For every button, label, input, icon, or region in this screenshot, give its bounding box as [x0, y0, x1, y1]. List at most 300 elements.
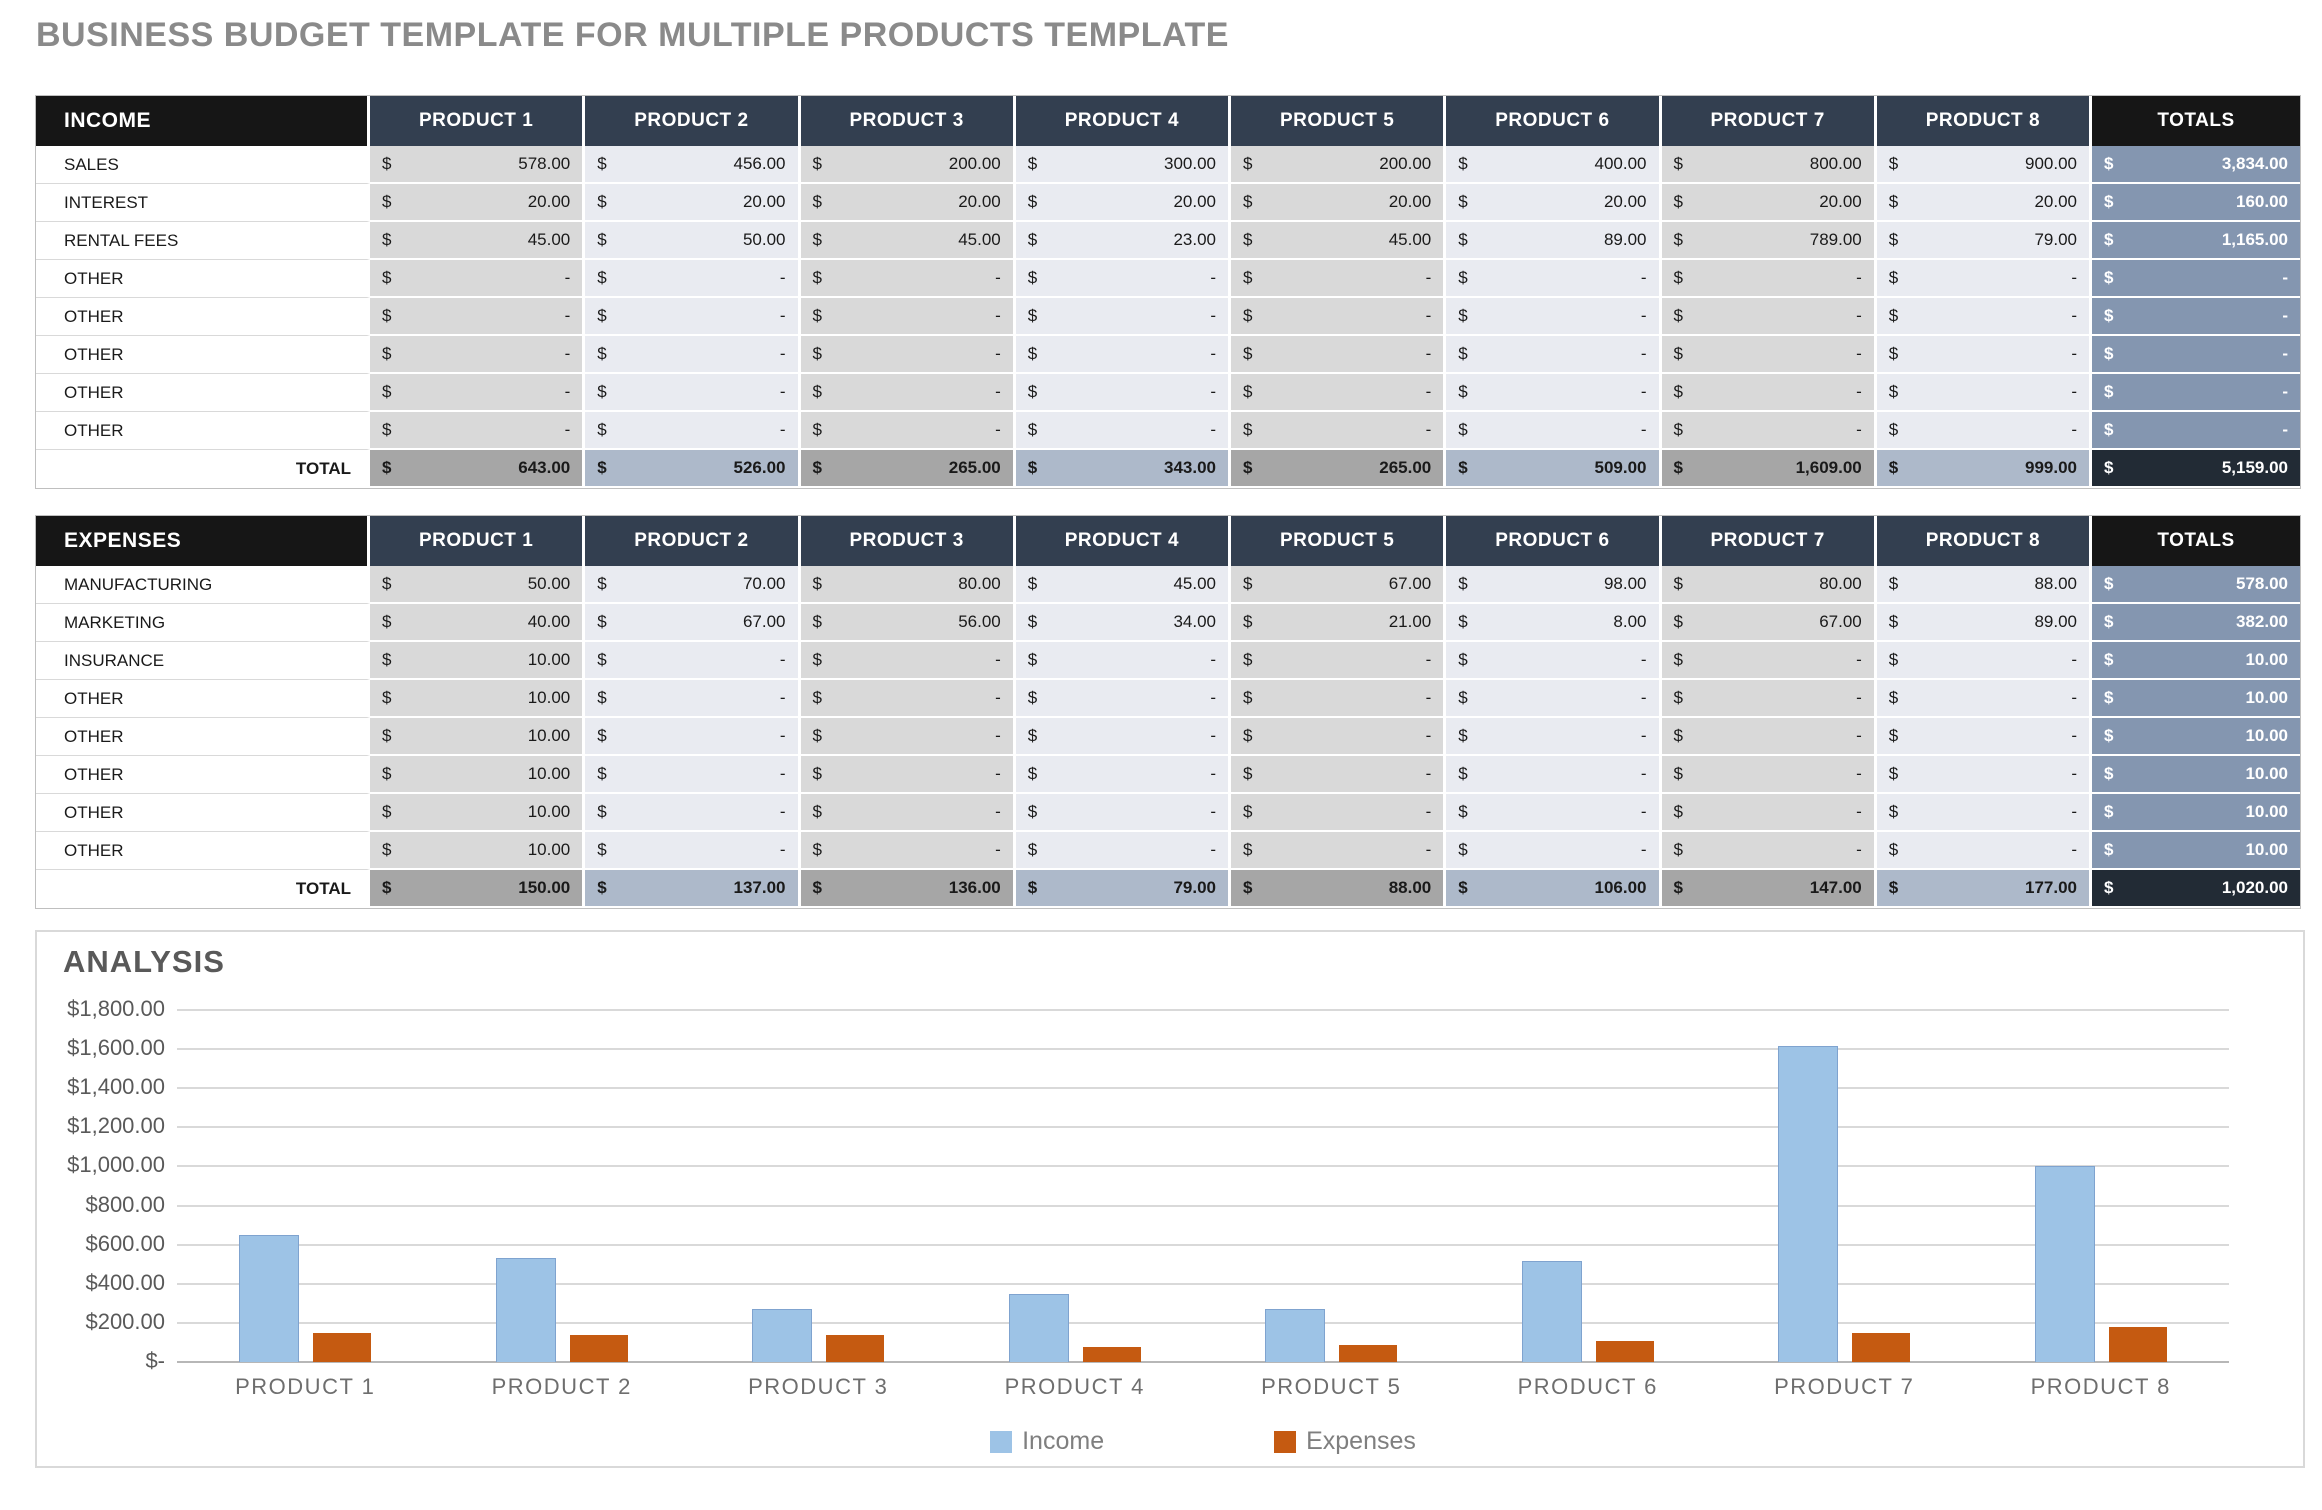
income-row-label-rental-fees-2[interactable]: RENTAL FEES	[36, 222, 370, 260]
expenses-cell-r5-c4[interactable]	[1231, 756, 1446, 794]
expenses-cell-r4-c1[interactable]	[585, 718, 800, 756]
expenses-cell-r3-c7[interactable]	[1877, 680, 2092, 718]
income-column-header-product-8[interactable]: PRODUCT 8	[1877, 96, 2092, 146]
expenses-cell-r1-c0[interactable]	[370, 604, 585, 642]
income-cell-r5-c5[interactable]	[1446, 336, 1661, 374]
cell-value: -	[779, 764, 786, 783]
income-cell-r1-c4[interactable]	[1231, 184, 1446, 222]
expenses-cell-r1-c6[interactable]	[1662, 604, 1877, 642]
cell-value: -	[2071, 382, 2077, 401]
currency-symbol: $	[1243, 344, 1253, 363]
income-cell-r4-c6[interactable]	[1662, 298, 1877, 336]
income-row-label-interest-1[interactable]: INTEREST	[36, 184, 370, 222]
income-column-header-totals[interactable]: TOTALS	[2092, 96, 2300, 146]
expenses-cell-r4-c6[interactable]	[1662, 718, 1877, 756]
money-cell	[370, 726, 582, 746]
income-column-header-product-4[interactable]: PRODUCT 4	[1016, 96, 1231, 146]
income-cell-r0-c7[interactable]	[1877, 146, 2092, 184]
cell-value: -	[1640, 268, 1647, 287]
income-cell-r0-c5[interactable]	[1446, 146, 1661, 184]
expenses-cell-r3-c0[interactable]	[370, 680, 585, 718]
income-cell-r2-c5[interactable]	[1446, 222, 1661, 260]
expenses-cell-r2-c6[interactable]	[1662, 642, 1877, 680]
bar-group-product-2	[434, 1010, 691, 1362]
currency-symbol: $	[1888, 268, 1899, 287]
income-cell-r7-c7[interactable]	[1877, 412, 2092, 450]
money-cell	[1231, 840, 1443, 860]
expenses-cell-r1-total[interactable]	[2092, 604, 2300, 642]
income-cell-r6-c1[interactable]	[585, 374, 800, 412]
expenses-cell-r5-c5[interactable]	[1446, 756, 1661, 794]
cell-value: 160.00	[2236, 192, 2288, 211]
expenses-cell-r5-total[interactable]	[2092, 756, 2300, 794]
income-grand-total[interactable]	[2092, 450, 2300, 488]
expenses-total-label[interactable]: TOTAL	[36, 870, 370, 908]
expenses-cell-r4-total[interactable]	[2092, 718, 2300, 756]
expenses-cell-r5-c7[interactable]	[1877, 756, 2092, 794]
currency-symbol: $	[2104, 382, 2114, 401]
cell-value: 80.00	[1819, 574, 1862, 593]
income-cell-r3-c5[interactable]	[1446, 260, 1661, 298]
income-row-label-other-7[interactable]: OTHER	[36, 412, 370, 450]
income-cell-r4-c3[interactable]	[1016, 298, 1231, 336]
income-total-c6[interactable]	[1662, 450, 1877, 488]
income-column-header-product-2[interactable]: PRODUCT 2	[585, 96, 800, 146]
expenses-total-c1[interactable]	[585, 870, 800, 908]
income-cell-r2-c4[interactable]	[1231, 222, 1446, 260]
cell-value: 343.00	[1164, 458, 1216, 477]
expenses-total-c7[interactable]	[1877, 870, 2092, 908]
cell-value: -	[1425, 840, 1432, 859]
currency-symbol: $	[1888, 764, 1899, 783]
cell-value: 1,165.00	[2221, 230, 2288, 249]
expenses-cell-r0-c1[interactable]	[585, 566, 800, 604]
expenses-cell-r5-c1[interactable]	[585, 756, 800, 794]
currency-symbol: $	[1243, 840, 1253, 859]
expenses-cell-r3-c1[interactable]	[585, 680, 800, 718]
expenses-cell-r6-c4[interactable]	[1231, 794, 1446, 832]
income-cell-r0-c4[interactable]	[1231, 146, 1446, 184]
income-cell-r7-c0[interactable]	[370, 412, 585, 450]
money-cell	[585, 306, 797, 326]
money-cell	[1662, 840, 1874, 860]
income-cell-r5-c2[interactable]	[801, 336, 1016, 374]
currency-symbol: $	[1027, 382, 1038, 401]
expenses-cell-r7-c4[interactable]	[1231, 832, 1446, 870]
income-total-c3[interactable]	[1016, 450, 1231, 488]
income-cell-r4-c7[interactable]	[1877, 298, 2092, 336]
income-cell-r1-c7[interactable]	[1877, 184, 2092, 222]
money-cell	[1446, 802, 1658, 822]
income-cell-r4-c1[interactable]	[585, 298, 800, 336]
income-cell-r3-c7[interactable]	[1877, 260, 2092, 298]
cell-value: 79.00	[1173, 878, 1216, 897]
expenses-column-header-product-2[interactable]: PRODUCT 2	[585, 516, 800, 566]
expenses-cell-r7-c0[interactable]	[370, 832, 585, 870]
expenses-cell-r1-c7[interactable]	[1877, 604, 2092, 642]
income-cell-r4-c5[interactable]	[1446, 298, 1661, 336]
income-cell-r2-c1[interactable]	[585, 222, 800, 260]
income-cell-r6-c5[interactable]	[1446, 374, 1661, 412]
currency-symbol: $	[1458, 420, 1468, 439]
income-cell-r2-c0[interactable]	[370, 222, 585, 260]
currency-symbol: $	[2104, 458, 2114, 477]
income-cell-r7-c1[interactable]	[585, 412, 800, 450]
expenses-cell-r2-c4[interactable]	[1231, 642, 1446, 680]
income-cell-r0-c3[interactable]	[1016, 146, 1231, 184]
cell-value: -	[995, 688, 1001, 707]
cell-value: 265.00	[1379, 458, 1432, 477]
expenses-cell-r6-c5[interactable]	[1446, 794, 1661, 832]
currency-symbol: $	[1888, 650, 1899, 669]
money-cell	[801, 230, 1013, 250]
income-row-label-other-5[interactable]: OTHER	[36, 336, 370, 374]
expenses-cell-r7-c5[interactable]	[1446, 832, 1661, 870]
expenses-cell-r0-c6[interactable]	[1662, 566, 1877, 604]
currency-symbol: $	[1243, 192, 1253, 211]
income-total-c5[interactable]	[1446, 450, 1661, 488]
expenses-cell-r0-c5[interactable]	[1446, 566, 1661, 604]
money-cell	[1662, 458, 1874, 478]
money-cell	[801, 344, 1013, 364]
cell-value: -	[1856, 344, 1862, 363]
money-cell	[370, 650, 582, 670]
money-cell	[801, 878, 1013, 898]
currency-symbol: $	[1243, 420, 1253, 439]
expenses-cell-r6-total[interactable]	[2092, 794, 2300, 832]
income-cell-r4-c0[interactable]	[370, 298, 585, 336]
expenses-cell-r1-c3[interactable]	[1016, 604, 1231, 642]
income-row-label-other-3[interactable]: OTHER	[36, 260, 370, 298]
cell-value: -	[2071, 344, 2077, 363]
expenses-section-header[interactable]: EXPENSES	[36, 516, 370, 566]
currency-symbol: $	[1673, 650, 1683, 669]
cell-value: -	[1425, 382, 1432, 401]
money-cell	[1016, 612, 1228, 632]
expenses-grand-total[interactable]	[2092, 870, 2300, 908]
expenses-cell-r4-c3[interactable]	[1016, 718, 1231, 756]
income-cell-r3-c0[interactable]	[370, 260, 585, 298]
expenses-row-label-other-7[interactable]: OTHER	[36, 832, 370, 870]
income-cell-r6-total[interactable]	[2092, 374, 2300, 412]
expenses-cell-r4-c2[interactable]	[801, 718, 1016, 756]
expenses-total-c3[interactable]	[1016, 870, 1231, 908]
money-cell	[1662, 574, 1874, 594]
income-cell-r1-total[interactable]	[2092, 184, 2300, 222]
income-cell-r7-c3[interactable]	[1016, 412, 1231, 450]
cell-value: 578.00	[518, 154, 571, 173]
expenses-column-header-product-6[interactable]: PRODUCT 6	[1446, 516, 1661, 566]
currency-symbol: $	[382, 192, 392, 211]
currency-symbol: $	[597, 878, 607, 897]
income-total-c4[interactable]	[1231, 450, 1446, 488]
cell-value: -	[1856, 650, 1862, 669]
cell-value: 70.00	[742, 574, 786, 593]
expenses-row-label-other-4[interactable]: OTHER	[36, 718, 370, 756]
money-cell	[370, 420, 582, 440]
expenses-cell-r3-c2[interactable]	[801, 680, 1016, 718]
income-cell-r2-total[interactable]	[2092, 222, 2300, 260]
income-cell-r1-c0[interactable]	[370, 184, 585, 222]
currency-symbol: $	[812, 230, 822, 249]
expenses-cell-r0-total[interactable]	[2092, 566, 2300, 604]
expenses-cell-r5-c2[interactable]	[801, 756, 1016, 794]
expenses-cell-r1-c5[interactable]	[1446, 604, 1661, 642]
currency-symbol: $	[2104, 268, 2114, 287]
expenses-cell-r2-total[interactable]	[2092, 642, 2300, 680]
expenses-total-c6[interactable]	[1662, 870, 1877, 908]
income-cell-r0-c6[interactable]	[1662, 146, 1877, 184]
expenses-cell-r6-c1[interactable]	[585, 794, 800, 832]
income-row-label-other-4[interactable]: OTHER	[36, 298, 370, 336]
currency-symbol: $	[1673, 840, 1683, 859]
currency-symbol: $	[597, 192, 607, 211]
currency-symbol: $	[1673, 764, 1683, 783]
cell-value: 10.00	[527, 650, 571, 669]
income-cell-r3-c1[interactable]	[585, 260, 800, 298]
expenses-column-header-product-4[interactable]: PRODUCT 4	[1016, 516, 1231, 566]
income-cell-r6-c3[interactable]	[1016, 374, 1231, 412]
y-tick-label: $400.00	[85, 1269, 165, 1295]
income-cell-r4-c4[interactable]	[1231, 298, 1446, 336]
expenses-column-header-totals[interactable]: TOTALS	[2092, 516, 2300, 566]
expenses-total-c4[interactable]	[1231, 870, 1446, 908]
expenses-cell-r5-c6[interactable]	[1662, 756, 1877, 794]
table-row	[36, 794, 2300, 832]
expenses-row-label-other-3[interactable]: OTHER	[36, 680, 370, 718]
expenses-cell-r7-c1[interactable]	[585, 832, 800, 870]
income-column-header-product-6[interactable]: PRODUCT 6	[1446, 96, 1661, 146]
money-cell	[801, 306, 1013, 326]
income-cell-r6-c7[interactable]	[1877, 374, 2092, 412]
money-cell	[1662, 612, 1874, 632]
expenses-cell-r4-c4[interactable]	[1231, 718, 1446, 756]
cell-value: -	[1425, 420, 1432, 439]
income-cell-r1-c6[interactable]	[1662, 184, 1877, 222]
currency-symbol: $	[1458, 764, 1468, 783]
income-total-c2[interactable]	[801, 450, 1016, 488]
money-cell	[585, 458, 797, 478]
income-cell-r0-c1[interactable]	[585, 146, 800, 184]
currency-symbol: $	[2104, 154, 2114, 173]
currency-symbol: $	[1243, 458, 1253, 477]
income-cell-r3-c3[interactable]	[1016, 260, 1231, 298]
income-table	[35, 95, 2301, 489]
expenses-cell-r7-c7[interactable]	[1877, 832, 2092, 870]
income-column-header-product-1[interactable]: PRODUCT 1	[370, 96, 585, 146]
expenses-cell-r4-c5[interactable]	[1446, 718, 1661, 756]
expenses-cell-r2-c3[interactable]	[1016, 642, 1231, 680]
cell-value: -	[779, 688, 786, 707]
income-column-header-product-5[interactable]: PRODUCT 5	[1231, 96, 1446, 146]
expenses-cell-r3-c4[interactable]	[1231, 680, 1446, 718]
expenses-cell-r5-c0[interactable]	[370, 756, 585, 794]
currency-symbol: $	[2104, 306, 2114, 325]
income-cell-r7-c6[interactable]	[1662, 412, 1877, 450]
expenses-cell-r6-c3[interactable]	[1016, 794, 1231, 832]
income-cell-r7-c4[interactable]	[1231, 412, 1446, 450]
money-cell	[1016, 382, 1228, 402]
income-cell-r1-c1[interactable]	[585, 184, 800, 222]
income-cell-r5-c4[interactable]	[1231, 336, 1446, 374]
income-total-label[interactable]: TOTAL	[36, 450, 370, 488]
currency-symbol: $	[1458, 382, 1468, 401]
expenses-cell-r6-c6[interactable]	[1662, 794, 1877, 832]
expenses-cell-r1-c2[interactable]	[801, 604, 1016, 642]
income-total-c7[interactable]	[1877, 450, 2092, 488]
expenses-column-header-product-3[interactable]: PRODUCT 3	[801, 516, 1016, 566]
expenses-cell-r3-c5[interactable]	[1446, 680, 1661, 718]
expenses-column-header-product-5[interactable]: PRODUCT 5	[1231, 516, 1446, 566]
income-cell-r4-c2[interactable]	[801, 298, 1016, 336]
income-row-label-sales-0[interactable]: SALES	[36, 146, 370, 184]
income-cell-r2-c2[interactable]	[801, 222, 1016, 260]
cell-value: -	[995, 268, 1001, 287]
expenses-cell-r1-c1[interactable]	[585, 604, 800, 642]
income-cell-r0-total[interactable]	[2092, 146, 2300, 184]
expenses-cell-r2-c7[interactable]	[1877, 642, 2092, 680]
money-cell	[1446, 612, 1658, 632]
expenses-cell-r2-c2[interactable]	[801, 642, 1016, 680]
expenses-cell-r0-c0[interactable]	[370, 566, 585, 604]
expenses-row-label-insurance-2[interactable]: INSURANCE	[36, 642, 370, 680]
income-total-c1[interactable]	[585, 450, 800, 488]
currency-symbol: $	[2104, 612, 2114, 631]
currency-symbol: $	[1243, 878, 1253, 897]
expenses-cell-r2-c0[interactable]	[370, 642, 585, 680]
expenses-cell-r1-c4[interactable]	[1231, 604, 1446, 642]
income-section-header[interactable]: INCOME	[36, 96, 370, 146]
table-row	[36, 566, 2300, 604]
income-cell-r3-c4[interactable]	[1231, 260, 1446, 298]
currency-symbol: $	[382, 840, 392, 859]
income-cell-r2-c3[interactable]	[1016, 222, 1231, 260]
money-cell	[1662, 878, 1874, 898]
currency-symbol: $	[1458, 458, 1468, 477]
expenses-column-header-product-7[interactable]: PRODUCT 7	[1662, 516, 1877, 566]
income-cell-r5-c0[interactable]	[370, 336, 585, 374]
expenses-cell-r5-c3[interactable]	[1016, 756, 1231, 794]
income-cell-r3-c2[interactable]	[801, 260, 1016, 298]
expenses-row-label-other-5[interactable]: OTHER	[36, 756, 370, 794]
expenses-cell-r3-c3[interactable]	[1016, 680, 1231, 718]
expenses-row-label-manufacturing-0[interactable]: MANUFACTURING	[36, 566, 370, 604]
cell-value: -	[1210, 420, 1216, 439]
income-cell-r5-total[interactable]	[2092, 336, 2300, 374]
income-cell-r6-c4[interactable]	[1231, 374, 1446, 412]
table-row	[36, 756, 2300, 794]
money-cell	[801, 154, 1013, 174]
expenses-column-header-product-8[interactable]: PRODUCT 8	[1877, 516, 2092, 566]
expenses-cell-r6-c2[interactable]	[801, 794, 1016, 832]
expenses-cell-r7-total[interactable]	[2092, 832, 2300, 870]
income-cell-r6-c0[interactable]	[370, 374, 585, 412]
cell-value: 8.00	[1613, 612, 1647, 631]
income-cell-r3-total[interactable]	[2092, 260, 2300, 298]
income-column-header-product-7[interactable]: PRODUCT 7	[1662, 96, 1877, 146]
income-cell-r7-c5[interactable]	[1446, 412, 1661, 450]
income-cell-r3-c6[interactable]	[1662, 260, 1877, 298]
cell-value: -	[2282, 268, 2288, 287]
cell-value: -	[564, 344, 571, 363]
income-cell-r6-c2[interactable]	[801, 374, 1016, 412]
income-cell-r1-c2[interactable]	[801, 184, 1016, 222]
expenses-cell-r7-c3[interactable]	[1016, 832, 1231, 870]
money-cell	[585, 802, 797, 822]
cell-value: 80.00	[958, 574, 1001, 593]
expenses-cell-r0-c3[interactable]	[1016, 566, 1231, 604]
currency-symbol: $	[1673, 458, 1683, 477]
expenses-column-header-product-1[interactable]: PRODUCT 1	[370, 516, 585, 566]
income-column-header-product-3[interactable]: PRODUCT 3	[801, 96, 1016, 146]
money-cell	[1446, 154, 1658, 174]
income-cell-r0-c0[interactable]	[370, 146, 585, 184]
expenses-cell-r4-c7[interactable]	[1877, 718, 2092, 756]
income-cell-r7-c2[interactable]	[801, 412, 1016, 450]
income-cell-r5-c7[interactable]	[1877, 336, 2092, 374]
legend-item-income	[990, 1427, 1104, 1456]
currency-symbol: $	[1458, 688, 1468, 707]
expenses-total-c2[interactable]	[801, 870, 1016, 908]
expenses-cell-r2-c5[interactable]	[1446, 642, 1661, 680]
money-cell	[801, 612, 1013, 632]
expenses-cell-r6-c7[interactable]	[1877, 794, 2092, 832]
currency-symbol: $	[812, 192, 822, 211]
money-cell	[1016, 650, 1228, 670]
expenses-cell-r3-total[interactable]	[2092, 680, 2300, 718]
cell-value: -	[1425, 688, 1432, 707]
expenses-cell-r0-c2[interactable]	[801, 566, 1016, 604]
income-cell-r0-c2[interactable]	[801, 146, 1016, 184]
money-cell	[2092, 726, 2300, 746]
expenses-cell-r7-c6[interactable]	[1662, 832, 1877, 870]
income-cell-r5-c6[interactable]	[1662, 336, 1877, 374]
income-cell-r4-total[interactable]	[2092, 298, 2300, 336]
money-cell	[1231, 192, 1443, 212]
expenses-cell-r3-c6[interactable]	[1662, 680, 1877, 718]
cell-value: 200.00	[948, 154, 1001, 173]
income-row-label-other-6[interactable]: OTHER	[36, 374, 370, 412]
expenses-cell-r2-c1[interactable]	[585, 642, 800, 680]
income-cell-r6-c6[interactable]	[1662, 374, 1877, 412]
currency-symbol: $	[382, 230, 392, 249]
expenses-total-c0[interactable]	[370, 870, 585, 908]
expenses-cell-r6-c0[interactable]	[370, 794, 585, 832]
income-cell-r2-c7[interactable]	[1877, 222, 2092, 260]
money-cell	[1231, 612, 1443, 632]
income-total-c0[interactable]	[370, 450, 585, 488]
money-cell	[1231, 344, 1443, 364]
income-cell-r1-c3[interactable]	[1016, 184, 1231, 222]
expenses-total-c5[interactable]	[1446, 870, 1661, 908]
currency-symbol: $	[382, 688, 392, 707]
expenses-cell-r4-c0[interactable]	[370, 718, 585, 756]
expenses-row-label-other-6[interactable]: OTHER	[36, 794, 370, 832]
income-cell-r1-c5[interactable]	[1446, 184, 1661, 222]
income-cell-r5-c3[interactable]	[1016, 336, 1231, 374]
money-cell	[1016, 420, 1228, 440]
income-cell-r5-c1[interactable]	[585, 336, 800, 374]
income-cell-r7-total[interactable]	[2092, 412, 2300, 450]
currency-symbol: $	[1458, 268, 1468, 287]
income-cell-r2-c6[interactable]	[1662, 222, 1877, 260]
money-cell	[1231, 230, 1443, 250]
expenses-row-label-marketing-1[interactable]: MARKETING	[36, 604, 370, 642]
expenses-cell-r0-c4[interactable]	[1231, 566, 1446, 604]
cell-value: -	[2282, 420, 2288, 439]
expenses-cell-r7-c2[interactable]	[801, 832, 1016, 870]
expenses-cell-r0-c7[interactable]	[1877, 566, 2092, 604]
